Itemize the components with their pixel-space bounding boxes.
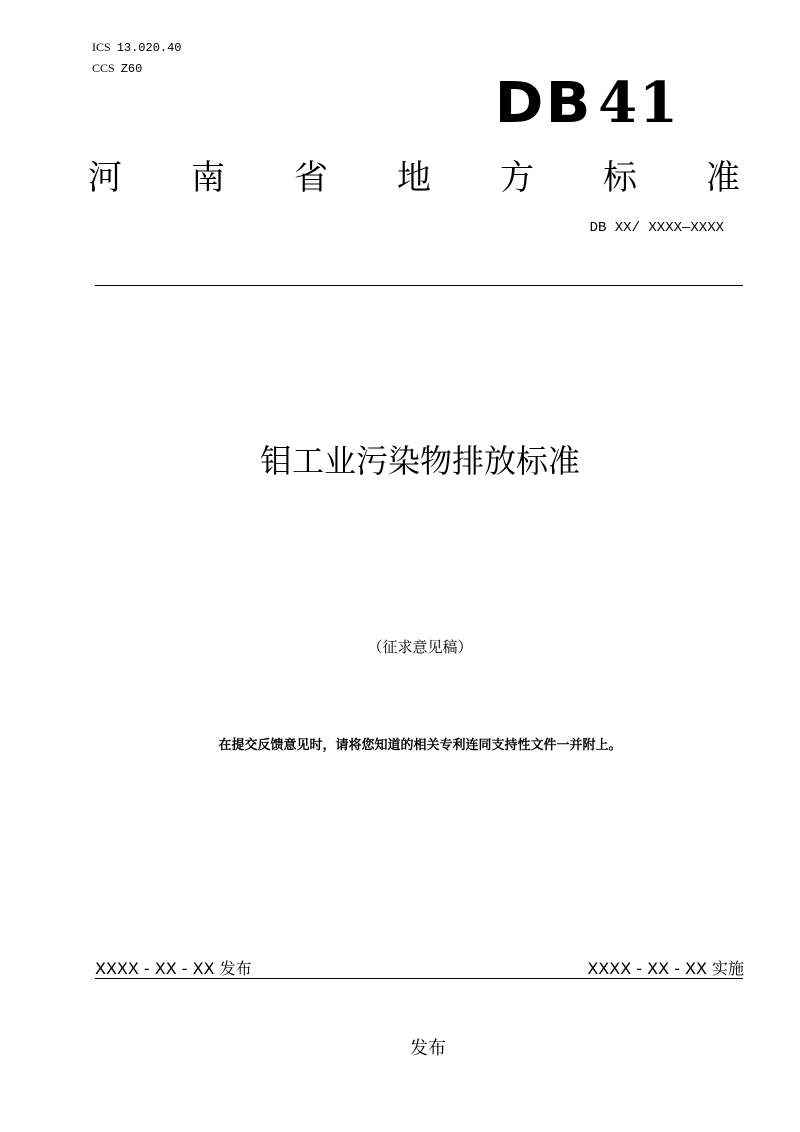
- org-char: 标: [603, 158, 637, 198]
- patent-notice: 在提交反馈意见时，请将您知道的相关专利连同支持性文件一并附上。: [218, 738, 622, 753]
- ics-code: 13.020.40: [116, 41, 182, 55]
- document-title: 钼工业污染物排放标准: [259, 442, 580, 480]
- standard-code: DB XX/ XXXX—XXXX: [589, 220, 724, 236]
- organization-name: [88, 150, 740, 199]
- implement-date: XXXX - XX - XX 实施: [587, 959, 744, 978]
- ccs-code: Z60: [120, 62, 143, 76]
- org-char: 河: [88, 158, 122, 198]
- db41-logo: [494, 70, 680, 136]
- header-divider: [95, 285, 743, 286]
- org-char: 南: [191, 158, 225, 198]
- draft-label: （征求意见稿）: [367, 638, 473, 656]
- ccs-classification: [92, 61, 142, 76]
- ics-classification: [92, 40, 182, 55]
- org-char: 准: [706, 158, 740, 198]
- footer-divider: [95, 978, 743, 979]
- org-char: 方: [500, 158, 534, 198]
- logo-number: 41: [598, 70, 680, 136]
- publish-date: XXXX - XX - XX 发布: [95, 959, 252, 978]
- issuer-label: 发布: [410, 1038, 446, 1059]
- ccs-label: CCS: [92, 61, 115, 75]
- logo-prefix: DB: [494, 71, 593, 136]
- ics-label: ICS: [92, 40, 111, 54]
- org-char: 省: [294, 158, 328, 198]
- org-char: 地: [397, 158, 431, 198]
